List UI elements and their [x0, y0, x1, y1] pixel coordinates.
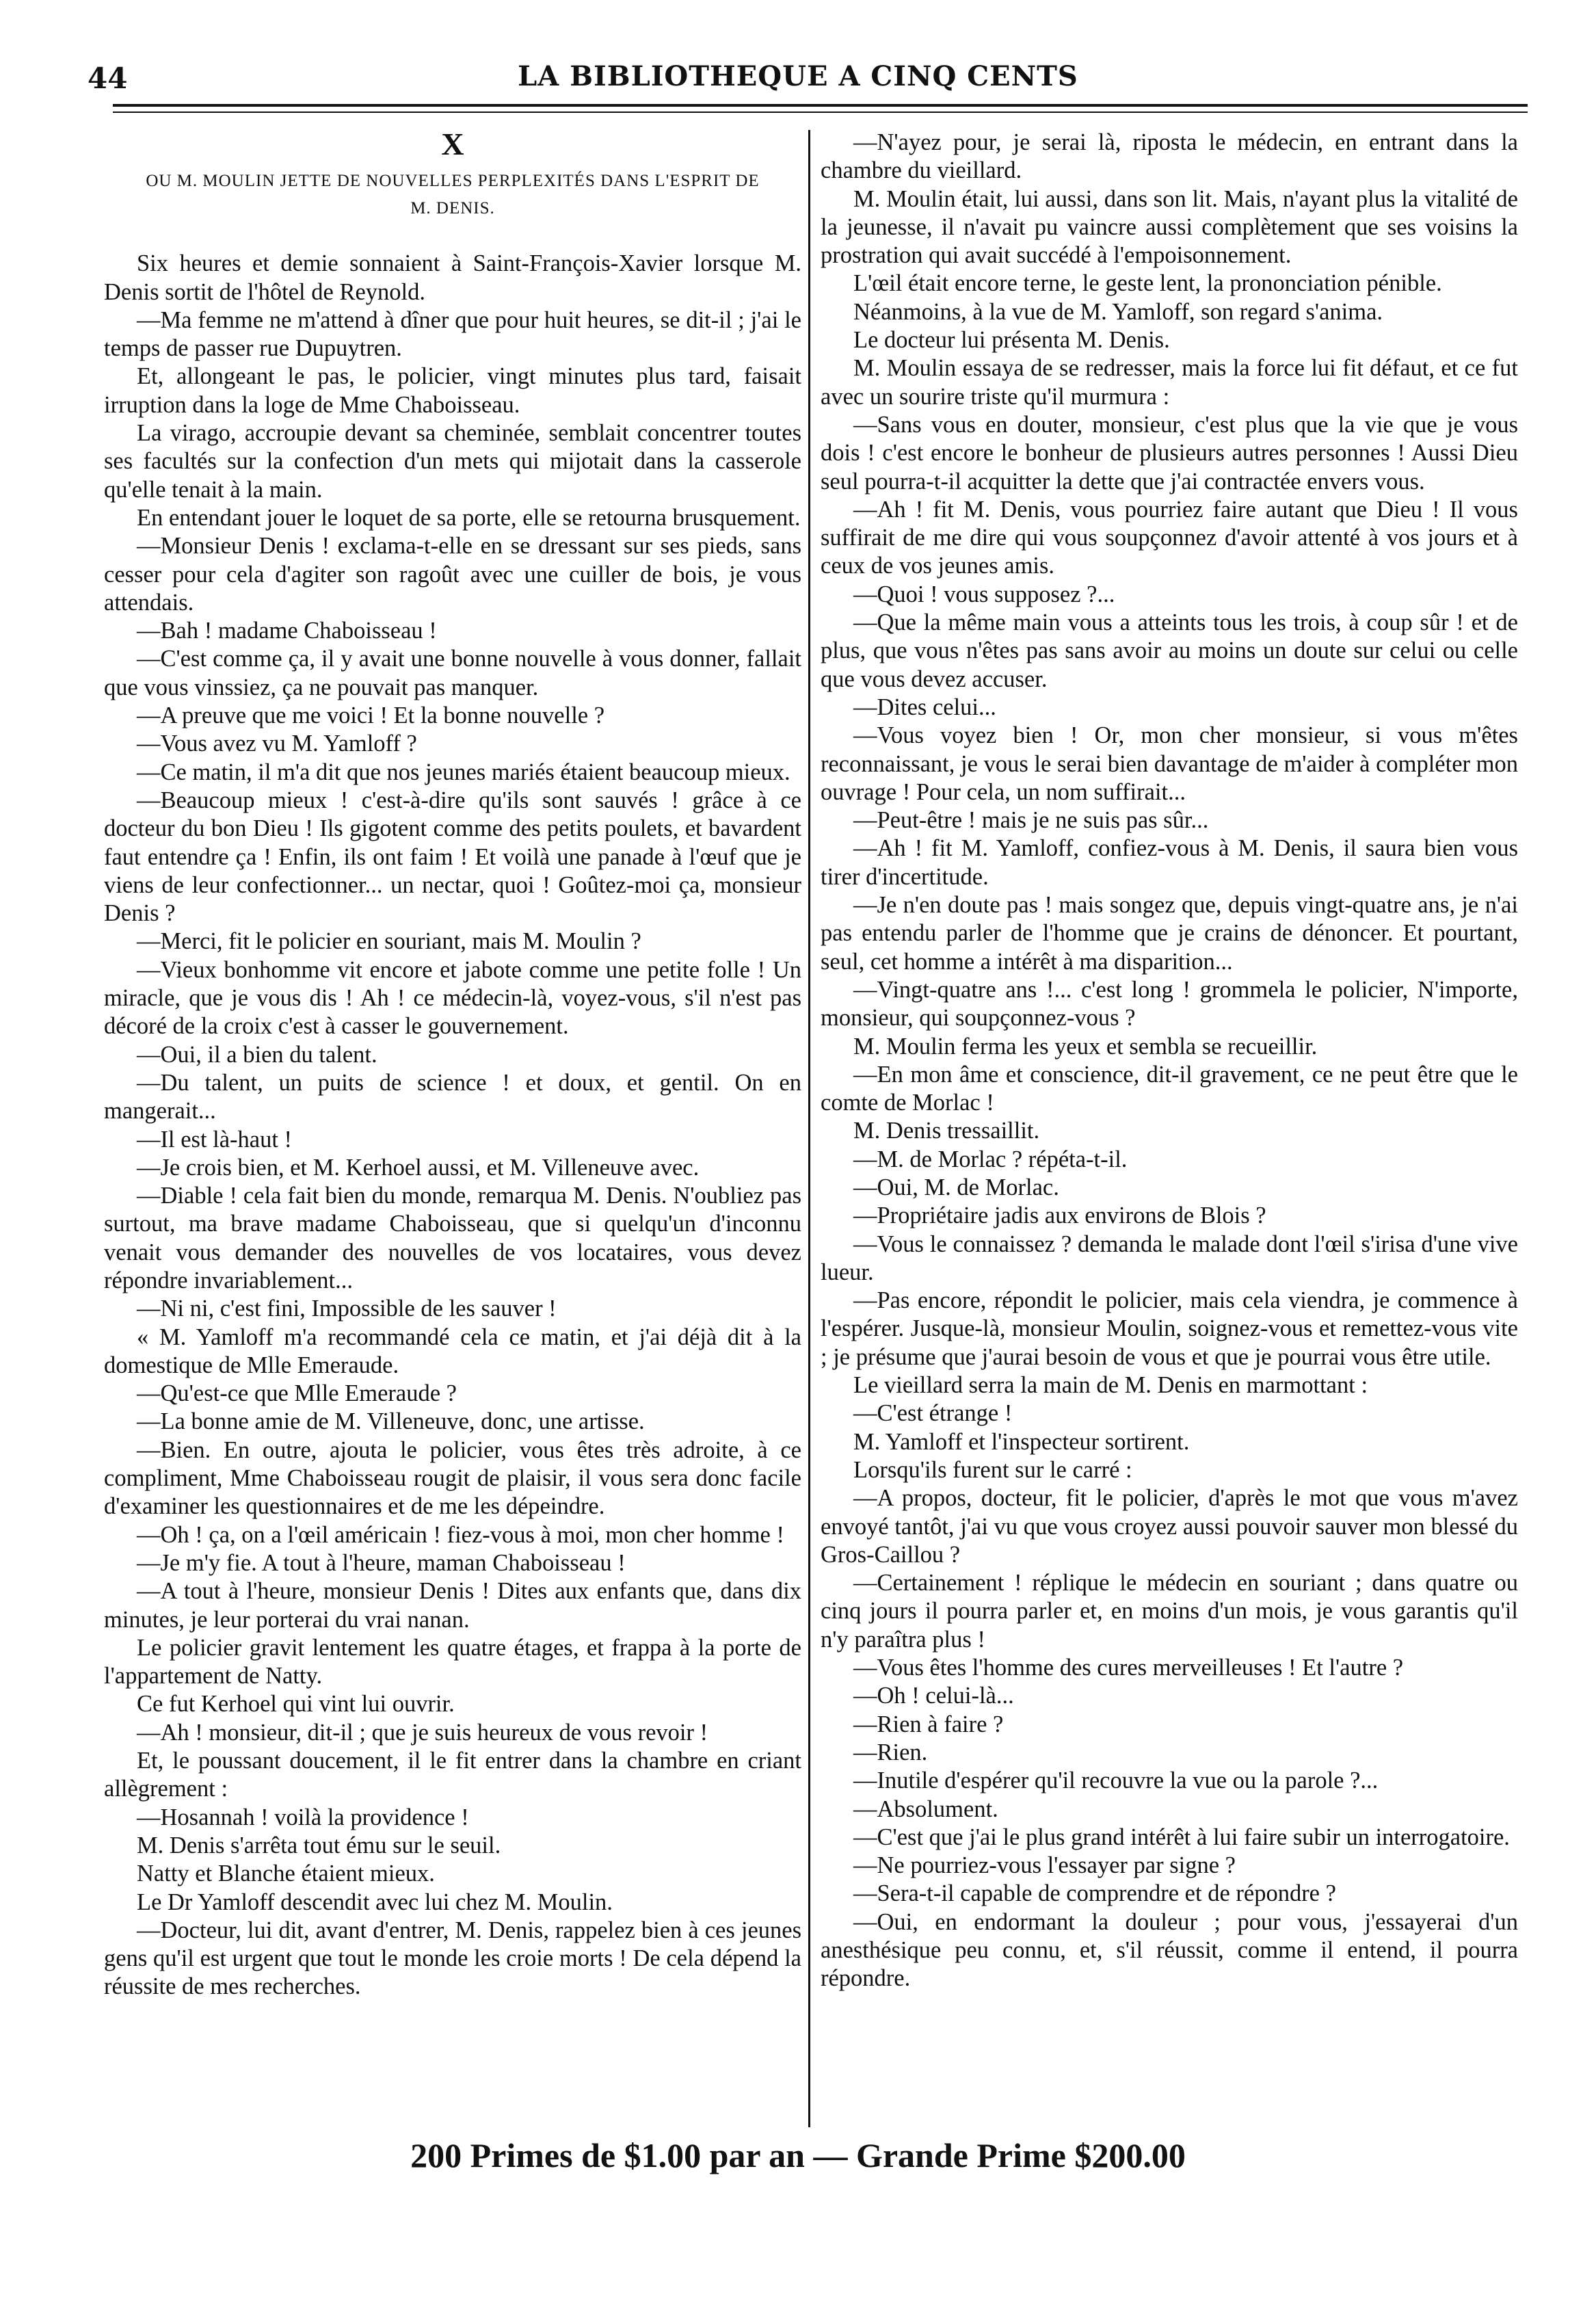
paragraph: —A preuve que me voici ! Et la bonne nouvelle ? [137, 702, 605, 729]
paragraph: M. Moulin essaya de se redresser, mais la force lui fit défaut, et ce fut avec un sourire triste qu'il murmura : [821, 355, 1518, 410]
chapter-subtitle: OU M. MOULIN JETTE DE NOUVELLES PERPLEXITÉS DANS L'ESPRIT DE M. DENIS. [146, 172, 760, 218]
paragraph: —Rien. [853, 1739, 928, 1765]
paragraph: Le vieillard serra la main de M. Denis en marmottant : [853, 1372, 1368, 1399]
paragraph: —Docteur, lui dit, avant d'entrer, M. Denis, rappelez bien à ces jeunes gens qu'il est urgent que tout le monde les croie morts ! De cela dépend la réussite de mes recherches. [104, 1917, 801, 2000]
paragraph: —Ah ! fit M. Denis, vous pourriez faire autant que Dieu ! Il vous suffirait de me dire qui vous soupçonnez d'avoir attenté à vos jours et à ceux de vos jeunes amis. [821, 496, 1518, 579]
paragraph: La virago, accroupie devant sa cheminée, semblait concentrer toutes ses facultés sur la confection d'un mets qui mijotait dans la casserole qu'elle tenait à la main. [104, 420, 801, 503]
paragraph: —Diable ! cela fait bien du monde, remarqua M. Denis. N'oubliez pas surtout, ma brave madame Chaboisseau, que si quelqu'un d'inconnu venait vous demander des nouvelles de vos locataires, vous devez répondre invariablement... [104, 1183, 801, 1293]
paragraph: Lorsqu'ils furent sur le carré : [853, 1456, 1132, 1483]
paragraph: —Propriétaire jadis aux environs de Blois ? [853, 1202, 1266, 1229]
paragraph: —Pas encore, répondit le policier, mais cela viendra, je commence à l'espérer. Jusque-là, monsieur Moulin, soignez-vous et remettez-vous vite ; je présume que j'aurai besoin de vous et que je pourrai vous être utile. [821, 1287, 1518, 1370]
paragraph: —Bah ! madame Chaboisseau ! [137, 618, 437, 644]
paragraph: M. Denis s'arrêta tout ému sur le seuil. [137, 1832, 501, 1858]
paragraph: Néanmoins, à la vue de M. Yamloff, son regard s'anima. [853, 298, 1383, 325]
paragraph: Six heures et demie sonnaient à Saint-François-Xavier lorsque M. Denis sortit de l'hôtel de Reynold. [104, 250, 801, 305]
paragraph: —Oh ! ça, on a l'œil américain ! fiez-vous à moi, mon cher homme ! [137, 1521, 784, 1548]
paragraph: Et, le poussant doucement, il le fit entrer dans la chambre en criant allègrement : [104, 1748, 801, 1802]
paragraph: L'œil était encore terne, le geste lent, la prononciation pénible. [853, 270, 1442, 297]
paragraph: Natty et Blanche étaient mieux. [137, 1861, 435, 1887]
chapter-number: X [441, 127, 464, 161]
paragraph: —Certainement ! réplique le médecin en souriant ; dans quatre ou cinq jours il pourra parler et, en moins d'un mois, je vous garantis qu'il n'y paraîtra plus ! [821, 1570, 1518, 1653]
paragraph: « M. Yamloff m'a recommandé cela ce matin, et j'ai déjà dit à la domestique de Mlle Emeraude. [104, 1324, 801, 1378]
paragraph: —Rien à faire ? [853, 1711, 1004, 1737]
paragraph: —Du talent, un puits de science ! et doux, et gentil. On en mangerait... [104, 1069, 801, 1125]
paragraph: —Oh ! celui-là... [853, 1683, 1014, 1709]
paragraph: Et, allongeant le pas, le policier, vingt minutes plus tard, faisait irruption dans la loge de Mme Chaboisseau. [104, 363, 801, 418]
header-rule-thin [113, 111, 1528, 113]
paragraph: —Ah ! monsieur, dit-il ; que je suis heureux de vous revoir ! [137, 1719, 708, 1746]
paragraph: —Merci, fit le policier en souriant, mais M. Moulin ? [137, 928, 641, 955]
paragraph: —Bien. En outre, ajouta le policier, vous êtes très adroite, à ce compliment, Mme Chaboisseau rougit de plaisir, il vous sera donc facile d'examiner les questionnaires et de me les dépeindre. [104, 1436, 801, 1520]
paragraph: —Absolument. [853, 1796, 998, 1822]
paragraph: —Dites celui... [853, 694, 996, 720]
paragraph: —Inutile d'espérer qu'il recouvre la vue ou la parole ?... [853, 1767, 1379, 1794]
right-paragraphs [821, 129, 1518, 1993]
paragraph: —Vingt-quatre ans !... c'est long ! grommela le policier, N'importe, monsieur, qui soupçonnez-vous ? [821, 976, 1518, 1031]
paragraph: —Vous êtes l'homme des cures merveilleuses ! Et l'autre ? [853, 1655, 1404, 1681]
paragraph: —C'est comme ça, il y avait une bonne nouvelle à vous donner, fallait que vous vinssiez, ça ne pouvait pas manquer. [104, 646, 801, 700]
paragraph: —Quoi ! vous supposez ?... [853, 581, 1115, 607]
paragraph: Ce fut Kerhoel qui vint lui ouvrir. [137, 1691, 455, 1718]
paragraph: —Vieux bonhomme vit encore et jabote comme une petite folle ! Un miracle, que je vous dis ! Ah ! ce médecin-là, voyez-vous, s'il n'est pas décoré de la croix c'est à casser le gouvernement. [104, 956, 801, 1040]
paragraph: —Sera-t-il capable de comprendre et de répondre ? [853, 1880, 1336, 1907]
paragraph: —Monsieur Denis ! exclama-t-elle en se dressant sur ses pieds, sans cesser pour cela d'agiter son ragoût avec une cuiller de bois, je vous attendais. [104, 533, 801, 616]
paragraph: —Sans vous en douter, monsieur, c'est plus que la vie que je vous dois ! c'est encore le bonheur de plusieurs autres personnes ! Aussi Dieu seul pourra-t-il acquitter la dette que j'ai contractée envers vous. [821, 411, 1518, 495]
paragraph: M. Denis tressaillit. [853, 1118, 1040, 1144]
left-column [104, 129, 801, 2001]
paragraph: —Ce matin, il m'a dit que nos jeunes mariés étaient beaucoup mieux. [137, 759, 790, 785]
paragraph: —Oui, M. de Morlac. [853, 1174, 1059, 1200]
paragraph: —Vous voyez bien ! Or, mon cher monsieur, si vous m'êtes reconnaissant, je vous le serai bien davantage de m'aider à compléter mon ouvrage ! Pour cela, un nom suffirait... [821, 722, 1518, 805]
paragraph: —N'ayez pour, je serai là, riposta le médecin, en entrant dans la chambre du vieillard. [821, 129, 1518, 184]
paragraph: En entendant jouer le loquet de sa porte, elle se retourna brusquement. [137, 504, 801, 531]
paragraph: Le Dr Yamloff descendit avec lui chez M. Moulin. [137, 1889, 613, 1915]
paragraph: —A tout à l'heure, monsieur Denis ! Dites aux enfants que, dans dix minutes, je leur porterai du vrai nanan. [104, 1578, 801, 1633]
paragraph: —Je crois bien, et M. Kerhoel aussi, et M. Villeneuve avec. [137, 1154, 700, 1181]
paragraph: —Hosannah ! voilà la providence ! [137, 1804, 469, 1830]
running-title: LA BIBLIOTHEQUE A CINQ CENTS [518, 60, 1078, 92]
right-column [821, 129, 1518, 1993]
paragraph: —En mon âme et conscience, dit-il gravement, ce ne peut être que le comte de Morlac ! [821, 1061, 1518, 1116]
paragraph: M. Yamloff et l'inspecteur sortirent. [853, 1428, 1190, 1455]
paragraph: —A propos, docteur, fit le policier, d'après le mot que vous m'avez envoyé tantôt, j'ai vu que vous croyez aussi pouvoir sauver mon blessé du Gros-Caillou ? [821, 1485, 1518, 1568]
paragraph: —Peut-être ! mais je ne suis pas sûr... [853, 807, 1209, 834]
paragraph: —Oui, en endormant la douleur ; pour vous, j'essayerai d'un anesthésique peu connu, et, s'il réussit, comme il entend, il pourra répondre. [821, 1908, 1518, 1992]
paragraph: —Il est là-haut ! [137, 1126, 293, 1153]
paragraph: —C'est que j'ai le plus grand intérêt à lui faire subir un interrogatoire. [853, 1824, 1510, 1850]
paragraph: —Que la même main vous a atteints tous les trois, à coup sûr ! et de plus, que vous n'êtes pas sans avoir au moins un doute sur celui ou celle que vous devez accuser. [821, 609, 1518, 692]
paragraph: —Ah ! fit M. Yamloff, confiez-vous à M. Denis, il saura bien vous tirer d'incertitude. [821, 835, 1518, 890]
paragraph: —Ma femme ne m'attend à dîner que pour huit heures, se dit-il ; j'ai le temps de passer rue Dupuytren. [104, 306, 801, 362]
paragraph: —Vous le connaissez ? demanda le malade dont l'œil s'irisa d'une vive lueur. [821, 1231, 1518, 1285]
paragraph: —Ni ni, c'est fini, Impossible de les sauver ! [137, 1296, 557, 1322]
paragraph: —Oui, il a bien du talent. [137, 1041, 377, 1068]
paragraph: —Je m'y fie. A tout à l'heure, maman Chaboisseau ! [137, 1549, 626, 1576]
page-number: 44 [88, 62, 128, 95]
paragraph: M. Moulin était, lui aussi, dans son lit. Mais, n'ayant plus la vitalité de la jeunesse, il n'avait pu vaincre aussi complètement que ses voisins la prostration qui avait succédé à l'empoisonnement. [821, 185, 1518, 269]
left-paragraphs [104, 250, 801, 2001]
paragraph: —Vous avez vu M. Yamloff ? [137, 731, 417, 757]
paragraph: —M. de Morlac ? répéta-t-il. [853, 1146, 1128, 1172]
paragraph: —Beaucoup mieux ! c'est-à-dire qu'ils sont sauvés ! grâce à ce docteur du bon Dieu ! Ils gigotent comme des petits poulets, et bavardent faut entendre ça ! Enfin, ils ont faim ! Et voilà une panade à l'œuf que je viens de leur confectionner... un nectar, quoi ! Goûtez-moi ça, monsieur Denis ? [104, 787, 801, 927]
paragraph: —Je n'en doute pas ! mais songez que, depuis vingt-quatre ans, je n'ai pas entendu parler de l'homme que je crains de dénoncer. Et pourtant, seul, cet homme a intérêt à ma disparition... [821, 892, 1518, 975]
paragraph: —Qu'est-ce que Mlle Emeraude ? [137, 1380, 457, 1407]
paragraph: —C'est étrange ! [853, 1400, 1013, 1427]
paragraph: Le docteur lui présenta M. Denis. [853, 327, 1170, 354]
paragraph: —Ne pourriez-vous l'essayer par signe ? [853, 1852, 1236, 1879]
header-rule [113, 104, 1528, 107]
column-divider [808, 130, 810, 2127]
footer-banner: 200 Primes de $1.00 par an — Grande Prime $200.00 [410, 2136, 1186, 2174]
paragraph: Le policier gravit lentement les quatre étages, et frappa à la porte de l'appartement de Natty. [104, 1634, 801, 1690]
paragraph: —La bonne amie de M. Villeneuve, donc, une artisse. [137, 1408, 645, 1435]
paragraph: M. Moulin ferma les yeux et sembla se recueillir. [853, 1033, 1318, 1060]
